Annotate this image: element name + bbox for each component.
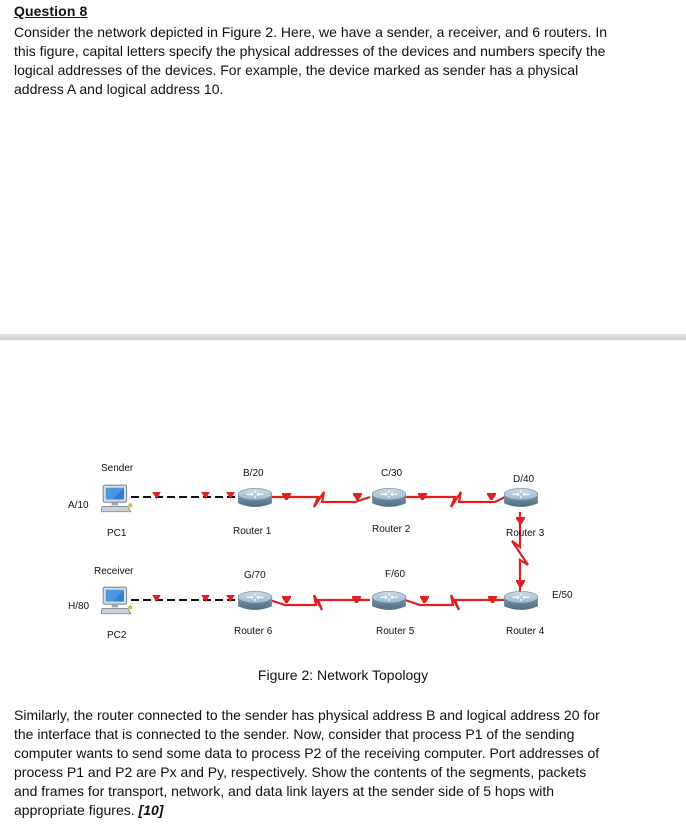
- body-line: process P1 and P2 are Px and Py, respectively. Show the contents of the segments, packets: [14, 764, 587, 780]
- sender-role-label: Sender: [101, 463, 134, 474]
- body-line: and frames for transport, network, and data link layers at the sender side of 5 hops with: [14, 783, 555, 799]
- intro-line: Consider the network depicted in Figure 2. Here, we have a sender, a receiver, and 6 routers. In: [14, 24, 607, 40]
- link-router4-router5: [405, 595, 505, 610]
- router5-router-icon: [372, 591, 406, 609]
- pc2-computer-icon: [101, 587, 132, 614]
- figure-caption: Figure 2: Network Topology: [257, 667, 429, 683]
- router3-router-icon: [504, 488, 538, 506]
- intro-line: this figure, capital letters specify the physical addresses of the devices and numbers specify the: [14, 43, 606, 59]
- router2-name-label: Router 2: [372, 524, 411, 535]
- router5-name-label: Router 5: [376, 626, 415, 637]
- body-last-line: [14, 801, 674, 820]
- receiver-address-label: H/80: [68, 601, 90, 612]
- marks-label: [10]: [138, 802, 164, 818]
- intro-line: address A and logical address 10.: [14, 81, 224, 97]
- body-line: the interface that is connected to the sender. Now, consider that process P1 of the sending: [14, 726, 575, 742]
- router6-router-icon: [238, 591, 272, 609]
- pc1-computer-icon: [101, 485, 132, 512]
- router6-address-label: G/70: [244, 570, 266, 581]
- router2-router-icon: [372, 488, 406, 506]
- pc2-name-label: PC2: [107, 630, 127, 641]
- pc1-name-label: PC1: [107, 528, 127, 539]
- link-router3-router4: [512, 512, 528, 592]
- link-router5-router6: [270, 595, 370, 610]
- router2-address-label: C/30: [381, 468, 403, 479]
- sender-address-label: A/10: [68, 500, 89, 511]
- router3-address-label: D/40: [513, 474, 535, 485]
- router6-name-label: Router 6: [234, 626, 273, 637]
- link-pc2-router6: [131, 595, 238, 602]
- body-line: Similarly, the router connected to the sender has physical address B and logical address 20 for: [14, 707, 600, 723]
- router4-router-icon: [504, 591, 538, 609]
- link-pc1-router1: [131, 492, 238, 499]
- router4-address-label: E/50: [552, 590, 573, 601]
- receiver-role-label: Receiver: [94, 566, 134, 577]
- body-line: computer wants to send some data to process P2 of the receiving computer. Port addresses of: [14, 745, 600, 761]
- router3-name-label: Router 3: [506, 528, 545, 539]
- body-line-text: appropriate figures.: [14, 802, 135, 818]
- question-body: [14, 706, 674, 820]
- link-router2-router3: [405, 492, 505, 507]
- intro-line: logical addresses of the devices. For example, the device marked as sender has a physical: [14, 62, 579, 78]
- router4-name-label: Router 4: [506, 626, 545, 637]
- question-heading: Question 8: [14, 3, 88, 19]
- router1-router-icon: [238, 488, 272, 506]
- router1-name-label: Router 1: [233, 526, 272, 537]
- router1-address-label: B/20: [243, 468, 264, 479]
- router5-address-label: F/60: [385, 569, 406, 580]
- link-router1-router2: [270, 492, 370, 507]
